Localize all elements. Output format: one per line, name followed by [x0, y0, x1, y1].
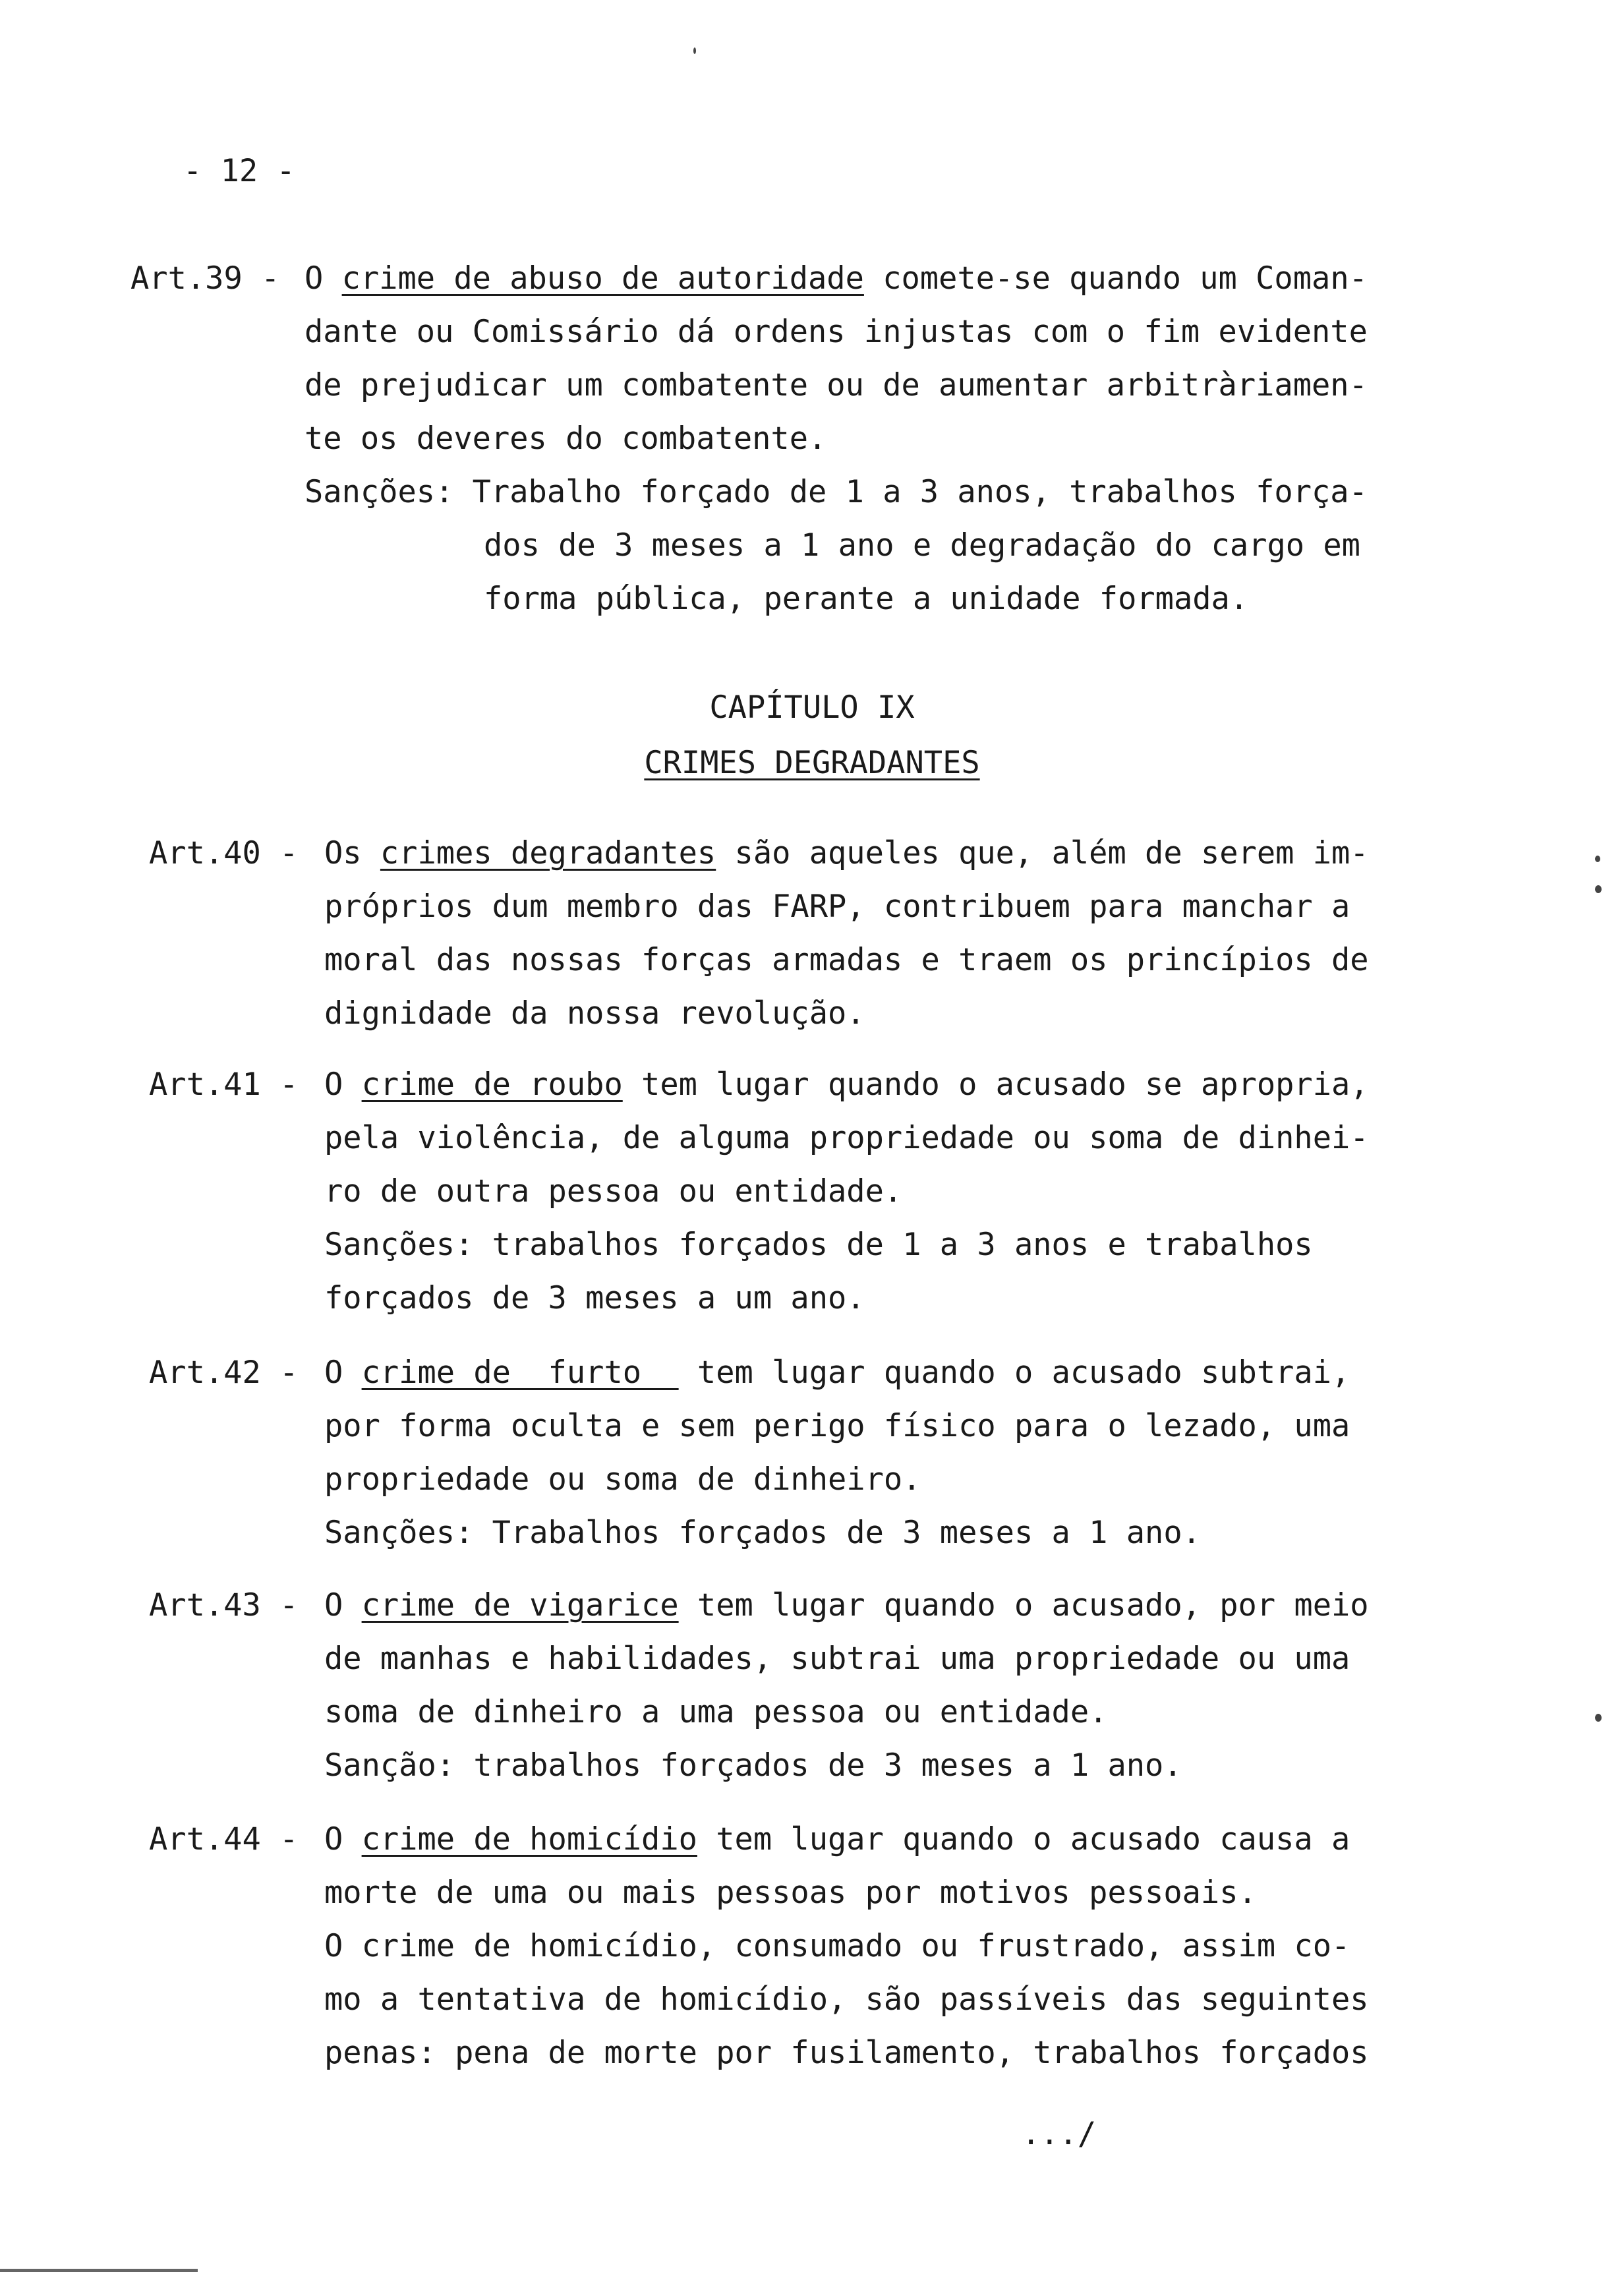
chapter-title: CAPÍTULO IX [709, 689, 915, 726]
line-lead: O [324, 1355, 362, 1391]
article-label: Art.41 - [149, 1066, 299, 1103]
article-line: forma pública, perante a unidade formada. [484, 581, 1249, 617]
line-rest: tem lugar quando o acusado subtrai, [678, 1355, 1350, 1391]
line-rest: tem lugar quando o acusado, por meio [678, 1587, 1369, 1623]
article-line: por forma oculta e sem perigo físico para o lezado, uma [324, 1408, 1350, 1444]
article-line: próprios dum membro das FARP, contribuem para manchar a [324, 889, 1350, 925]
article-line: mo a tentativa de homicídio, são passíveis das seguintes [324, 1981, 1369, 2018]
line-rest: são aqueles que, além de serem im- [716, 835, 1369, 871]
line-lead: O [324, 1587, 362, 1623]
article-label: Art.40 - [149, 835, 299, 871]
line-lead: O [304, 260, 342, 297]
margin-mark [1595, 1714, 1602, 1722]
article-label: Art.39 - [130, 260, 280, 297]
article-line: morte de uma ou mais pessoas por motivos pessoais. [324, 1875, 1257, 1911]
page-number: - 12 - [183, 153, 295, 189]
crime-term: crimes degradantes [380, 835, 716, 871]
article-label: Art.43 - [149, 1587, 299, 1623]
article-line: de prejudicar um combatente ou de aumentar arbitràriamen- [304, 367, 1368, 403]
crime-term: crime de abuso de autoridade [341, 260, 864, 297]
article-line: propriedade ou soma de dinheiro. [324, 1461, 921, 1498]
margin-mark [1595, 885, 1602, 893]
article-line: dignidade da nossa revolução. [324, 995, 865, 1032]
article-line [304, 260, 1368, 298]
scan-edge-rule [0, 2269, 198, 2272]
article-line [324, 834, 1369, 873]
article-line: soma de dinheiro a uma pessoa ou entidade. [324, 1694, 1108, 1730]
line-lead: O [324, 1821, 362, 1857]
article-line: forçados de 3 meses a um ano. [324, 1280, 865, 1316]
article-line [324, 1066, 1369, 1104]
article-line: penas: pena de morte por fusilamento, trabalhos forçados [324, 2035, 1369, 2071]
chapter-subtitle-text: CRIMES DEGRADANTES [644, 745, 980, 781]
margin-mark [1595, 856, 1600, 862]
article-line: Sanção: trabalhos forçados de 3 meses a 1 ano. [324, 1747, 1182, 1784]
crime-term: crime de furto [361, 1355, 679, 1391]
article-line: O crime de homicídio, consumado ou frustrado, assim co- [324, 1928, 1350, 1964]
article-line: moral das nossas forças armadas e traem os princípios de [324, 942, 1369, 978]
line-lead: O [324, 1066, 362, 1103]
line-lead: Os [324, 835, 380, 871]
article-line: Sanções: Trabalhos forçados de 3 meses a 1 ano. [324, 1515, 1201, 1551]
article-label: Art.44 - [149, 1821, 299, 1857]
crime-term: crime de homicídio [361, 1821, 697, 1857]
chapter-subtitle [0, 745, 1624, 781]
article-line: Sanções: Trabalho forçado de 1 a 3 anos, trabalhos força- [304, 474, 1368, 510]
article-line: pela violência, de alguma propriedade ou soma de dinhei- [324, 1120, 1369, 1156]
margin-mark [693, 47, 696, 54]
article-line: ro de outra pessoa ou entidade. [324, 1173, 903, 1210]
article-line: de manhas e habilidades, subtrai uma propriedade ou uma [324, 1641, 1350, 1677]
article-line: dante ou Comissário dá ordens injustas com o fim evidente [304, 314, 1368, 350]
article-line [324, 1587, 1369, 1625]
article-line [324, 1354, 1350, 1392]
article-line [324, 1821, 1350, 1859]
crime-term: crime de roubo [361, 1066, 623, 1103]
line-rest: comete-se quando um Coman- [863, 260, 1368, 297]
continuation-mark: .../ [1022, 2116, 1097, 2152]
article-line: Sanções: trabalhos forçados de 1 a 3 anos e trabalhos [324, 1227, 1313, 1263]
line-rest: tem lugar quando o acusado se apropria, [622, 1066, 1369, 1103]
article-label: Art.42 - [149, 1355, 299, 1391]
line-rest: tem lugar quando o acusado causa a [697, 1821, 1350, 1857]
article-line: dos de 3 meses a 1 ano e degradação do cargo em [484, 527, 1360, 564]
article-line: te os deveres do combatente. [304, 421, 827, 457]
crime-term: crime de vigarice [361, 1587, 679, 1623]
